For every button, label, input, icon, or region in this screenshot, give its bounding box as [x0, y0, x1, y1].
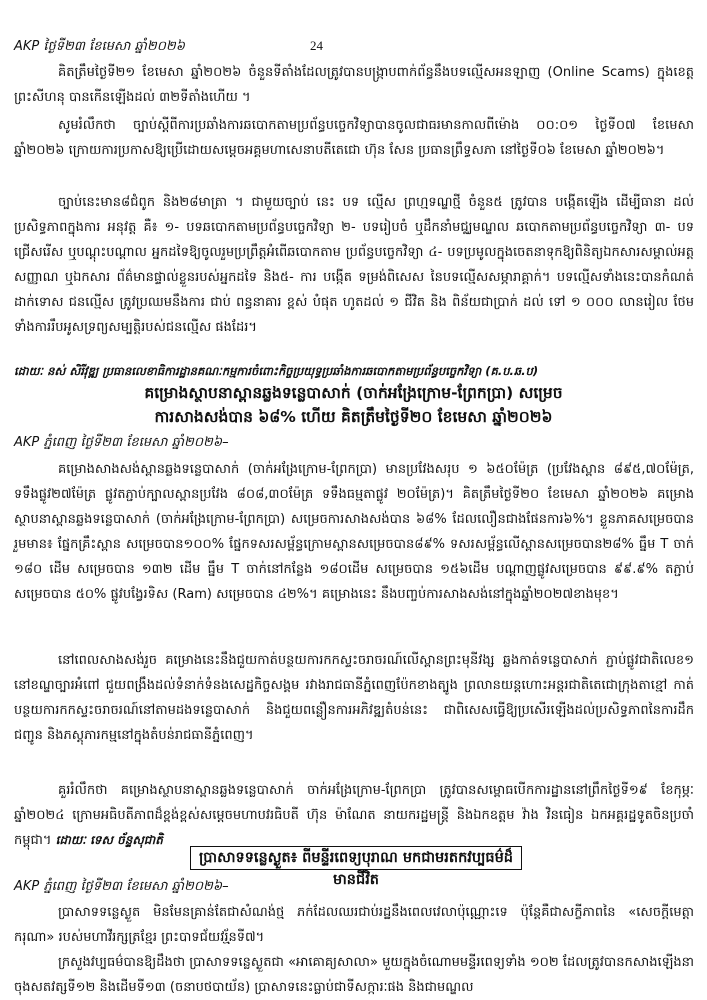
story2-dateline: AKP ភ្នំពេញ ថ្ងៃទី២៣ ខែមេសា ឆ្នាំ២០២៦– — [14, 435, 229, 450]
story2-byline: ដោយៈ ទេស ច័ន្ទសុជាតិ — [55, 833, 163, 847]
story2-headline-line1: គម្រោងស្ថាបនាស្ពានឆ្លងទន្លេបាសាក់ (ចាក់អង្រែក្រោម-ព្រែកប្រា) សម្រេច — [144, 384, 563, 402]
story2-paragraph-3 — [14, 778, 694, 853]
story2-headline-line2: ការសាងសង់បាន ៦៨% ហើយ គិតត្រឹមថ្ងៃទី២០ ខែមេសា ឆ្នាំ២០២៦ — [154, 408, 553, 426]
story3-paragraph-2: ក្រសួងវប្បធម៌បានឱ្យដឹងថា ប្រាសាទទន្លេស្ងួតជា «អាគោគ្យសាលា» មួយក្នុងចំណោមមន្ទីរពេទ្យទាំង ១០២ ដែលត្រូវបានកសាងឡើងនាចុងសតវត្សទី១២ និងដើមទី១៣ (ចនាបថបាយ័ន) ប្រាសាទនេះធ្លាប់ជាទីសក្ការៈផង និងជាមណ្ឌល — [14, 955, 694, 995]
story1-paragraph-1: គិតត្រឹមថ្ងៃទី២១ ខែមេសា ឆ្នាំ២០២៦ ចំនួនទីតាំងដែលត្រូវបានបង្ក្រាបពាក់ព័ន្ធនឹងបទល្មើសអនឡាញ (Online Scams) ក្នុងខេត្តព្រះសីហនុ បានកើនឡើងដល់ ៣២ទីតាំងហើយ ។ — [14, 65, 694, 105]
story3-dateline: AKP ភ្នំពេញ ថ្ងៃទី២៣ ខែមេសា ឆ្នាំ២០២៦– — [14, 879, 229, 894]
header-dateline: AKP ថ្ងៃទី២៣ ខែមេសា ឆ្នាំ២០២៦ — [14, 39, 185, 54]
story2-paragraph-3-text: គួររំលឹកថា គម្រោងស្ថាបនាស្ពានឆ្លងទន្លេបាសាក់ ចាក់អង្រែក្រោម-ព្រែកប្រា ត្រូវបានសម្ពោធបើកការដ្ឋាននៅព្រឹកថ្ងៃទី១៩ ខែកុម្ភៈ ឆ្នាំ២០២៤ ក្រោមអធិបតីភាពដ៏ខ្ពង់ខ្ពស់សម្តេចមហាបវរធិបតី ហ៊ុន ម៉ាណែត នាយករដ្ឋមន្ត្រី និងឯកឧត្តម វ៉ាង វិនធៀន ឯកអគ្គរដ្ឋទូតចិនប្រចាំកម្ពុជា។ — [14, 783, 694, 848]
page-number: 24 — [310, 38, 323, 53]
story1-byline: ដោយៈ នស់ សិរីវុឌ្ឍ ប្រធានលេខាធិការដ្ឋានគណៈកម្មការចំពោះកិច្ចប្រយុទ្ធប្រឆាំងការឆបោកតាមប្រព័ន្ធបច្ចេកវិទ្យា (គ.ប.ឆ.ប) — [14, 364, 539, 378]
story1-paragraph-2: សូមរំលឹកថា ច្បាប់ស្តីពីការប្រឆាំងការឆបោកតាមប្រព័ន្ធបច្ចេកវិទ្យាបានចូលជាធរមានកាលពីម៉ោង ០០:០១ ថ្ងៃទី០៧ ខែមេសា ឆ្នាំ២០២៦ ក្រោយការប្រកាសឱ្យប្រើដោយសម្តេចអគ្គមហាសេនាបតីតេជោ ហ៊ុន សែន ប្រធានព្រឹទ្ធសភា នៅថ្ងៃទី០៦ ខែមេសា ឆ្នាំ២០២៦។ — [14, 118, 694, 158]
story3-headline: ប្រាសាទទន្លេស្ងួត៖ ពីមន្ទីរពេទ្យបុរាណ មកជាមរតកវប្បធម៌ដ៏មានជីវិត — [190, 846, 522, 870]
story3-paragraph-1: ប្រាសាទទន្លេស្ងួត មិនមែនគ្រាន់តែជាសំណង់ថ្ម ភក់ដែលឈរជាប់រដ្ឋនឹងពេលវេលាប៉ុណ្ណោះទេ ប៉ុន្តែគឺជាសក្ខីភាពនៃ «សេចក្តីមេត្តាករុណា» របស់មហាវីរក្សត្រខ្មែរ ព្រះបាទជ័យវរ្ម័នទី៧។ — [14, 905, 694, 945]
story1-paragraph-3: ច្បាប់នេះមាន៨ជំពូក និង២៨មាត្រា ។ ជាមួយច្បាប់ នេះ បទ ល្មើស ព្រហ្មទណ្ឌថ្មី ចំនួន៥ ត្រូវបាន បង្កើតឡើង ដើម្បីធានា ដល់ប្រសិទ្ធភាពក្នុងការ អនុវត្ត គឺ៖ ១- បទឆបោកតាមប្រព័ន្ធបច្ចេកវិទ្យា ២- បទរៀបចំ ឬដឹកនាំមជ្ឈមណ្ឌល ឆបោកតាមប្រព័ន្ធបច្ចេកវិទ្យា ៣- បទជ្រើសរើស ឬបណ្តុះបណ្តាល អ្នកដទៃឱ្យចូលរួមប្រព្រឹត្តអំពើឆបោកតាម ប្រព័ន្ធបច្ចេកវិទ្យា ៤- បទប្រមូលក្នុងចេតនាទុកឱ្យពិនិត្យឯកសារសម្គាល់អត្តសញ្ញាណ ឬឯកសារ ព័ត៌មានផ្ទាល់ខ្លួនរបស់អ្នកដទៃ និង៥- ការ បង្កើត ទម្រង់ពិសេស នៃបទល្មើសសម្ភារាគ្គាក់។ បទល្មើសទាំងនេះបានកំណត់ដាក់ទោស ជនល្មើស ត្រូវប្រឈមនឹងការ ជាប់ ពន្ធនាគារ ខ្ពស់ បំផុត ហូតដល់ ១ ជីវិត និង ពិន័យជាប្រាក់ ដល់ ទៅ ១ ០០០ លានរៀល ថែមទាំងការរឹបអូសទ្រព្យសម្បត្តិរបស់ជនល្មើស ផងដែរ។ — [14, 195, 694, 335]
story2-paragraph-2: នៅពេលសាងសង់រួច គម្រោងនេះនឹងជួយកាត់បន្ថយការកកស្ទះចរាចរណ៍លើស្ពានព្រះមុនីវង្ស ឆ្លងកាត់ទន្លេបាសាក់ ភ្ជាប់ផ្លូវជាតិលេខ១ នៅខណ្ឌច្បារអំពៅ ជួយពង្រឹងដល់ទំនាក់ទំនងសេដ្ឋកិច្ចសង្គម រវាងរាជធានីភ្នំពេញប៉ែកខាងត្បូង ព្រលានយន្តហោះអន្តរជាតិតេជោក្រុងតាខ្មៅ កាត់បន្ថយការកកស្ទះចរាចរណ៍នៅតាមដងទន្លេបាសាក់ និងជួយពន្លឿនការអភិវឌ្ឍតំបន់នេះ ជាពិសេសធ្វើឱ្យប្រសើរឡើងដល់ប្រសិទ្ធភាពនៃការដឹកជញ្ជូន និងភស្តុភារកម្មនៅក្នុងតំបន់រាជធានីភ្នំពេញ។ — [14, 653, 694, 743]
story2-paragraph-1: គម្រោងសាងសង់ស្ពានឆ្លងទន្លេបាសាក់ (ចាក់អង្រែក្រោម-ព្រែកប្រា) មានប្រវែងសរុប ១ ៦៥០ម៉ែត្រ (ប្រវែងស្ពាន ៨៩៥,៧០ម៉ែត្រ, ទទឹងផ្លូវ២៧ម៉ែត្រ ផ្លូវតភ្ជាប់ក្បាលស្ពានប្រវែង ៨០៨,៣០ម៉ែត្រ ទទឹងធម្មតាផ្លូវ ២០ម៉ែត្រ)។ គិតត្រឹមថ្ងៃទី២០ ខែមេសា ឆ្នាំ២០២៦ គម្រោងស្ថាបនាស្ពានឆ្លងទន្លេបាសាក់ (ចាក់អង្រែក្រោម-ព្រែកប្រា) សម្រេចការសាងសង់បាន ៦៨% ដែលលឿនជាងផែនការ៦%។ ខ្លួនភាគសម្រេចបានរួមមាន៖ ផ្នែកគ្រឹះស្ពាន សម្រេចបាន១០០% ផ្នែកទសរសម្ព័ន្ធក្រោមស្ពានសម្រេចបាន៨៩% ទសរសម្ព័ន្ធលើស្ពានសម្រេចបាន២៨% ធ្នឹម T ចាក់ ១៨០ ដើម សម្រេចបាន ១៣២ ដើម ធ្នឹម T ចាក់នៅកន្លែង ១៨០ដើម សម្រេចបាន ១៥៦ដើម បណ្តាញផ្លូវសម្រេចបាន ៩៩.៩% តភ្ជាប់ សម្រេចបាន ៥០% ផ្លូវបង្វែរទិស (Ram) សម្រេចបាន ៤២%។ គម្រោងនេះ នឹងបញ្ចប់ការសាងសង់នៅក្នុងឆ្នាំ២០២៧ខាងមុខ។ — [14, 462, 694, 602]
